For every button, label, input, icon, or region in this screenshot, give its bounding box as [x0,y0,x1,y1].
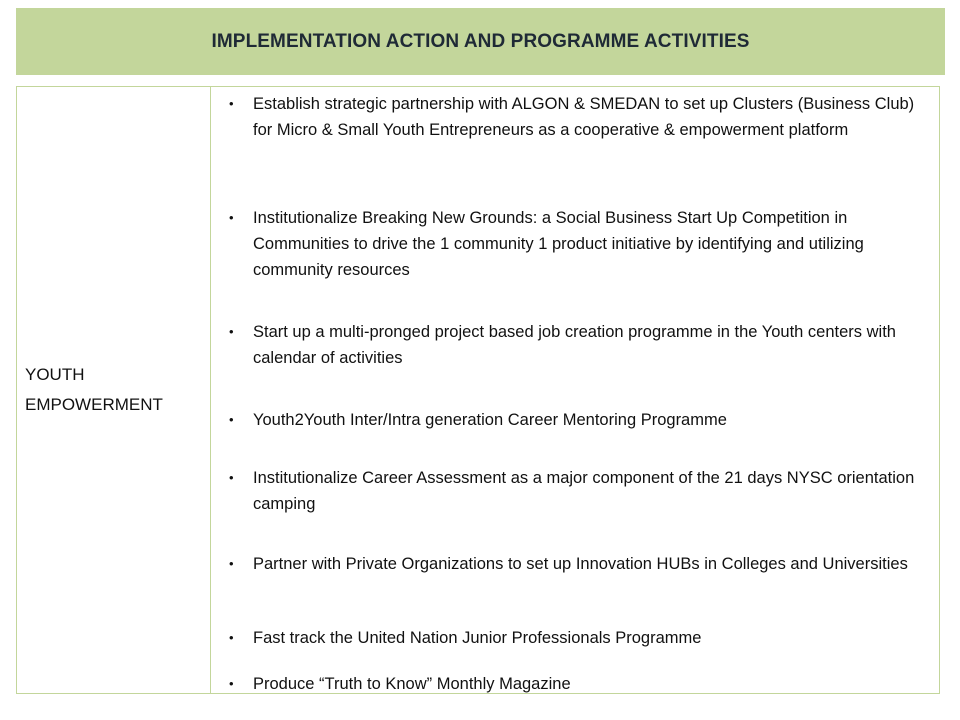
list-item [211,407,925,433]
bullet-icon: • [229,470,234,485]
category-cell [17,87,211,693]
activities-cell [211,87,939,693]
list-item-text: Institutionalize Career Assessment as a major component of the 21 days NYSC orientation camping [253,469,915,513]
list-item-text: Establish strategic partnership with ALGON & SMEDAN to set up Clusters (Business Club) for Micro & Small Youth Entrepreneurs as a cooperative & empowerment platform [253,95,915,139]
list-item [211,91,925,143]
title-banner [16,8,945,75]
bullet-icon: • [229,676,234,691]
list-item [211,551,925,577]
bullet-icon: • [229,556,234,571]
bullet-icon: • [229,96,234,111]
list-item [211,205,925,283]
page-title: IMPLEMENTATION ACTION AND PROGRAMME ACTIVITIES [211,30,750,52]
activities-table [16,86,940,694]
list-item-text: Start up a multi-pronged project based job creation programme in the Youth centers with calendar of activities [253,323,896,367]
list-item-text: Youth2Youth Inter/Intra generation Career Mentoring Programme [253,411,727,429]
list-item [211,465,925,517]
list-item-text: Institutionalize Breaking New Grounds: a Social Business Start Up Competition in Communities to drive the 1 community 1 product initiative by identifying and utilizing community resources [253,209,864,279]
list-item [211,671,925,697]
bullet-icon: • [229,210,234,225]
bullet-icon: • [229,324,234,339]
category-label-line2: EMPOWERMENT [25,395,163,414]
category-label [25,360,163,420]
bullet-icon: • [229,630,234,645]
list-item [211,319,925,371]
bullet-icon: • [229,412,234,427]
list-item-text: Partner with Private Organizations to set up Innovation HUBs in Colleges and Universities [253,555,908,573]
list-item-text: Fast track the United Nation Junior Professionals Programme [253,629,702,647]
list-item [211,625,925,651]
category-label-line1: YOUTH [25,365,85,384]
list-item-text: Produce “Truth to Know” Monthly Magazine [253,675,571,693]
